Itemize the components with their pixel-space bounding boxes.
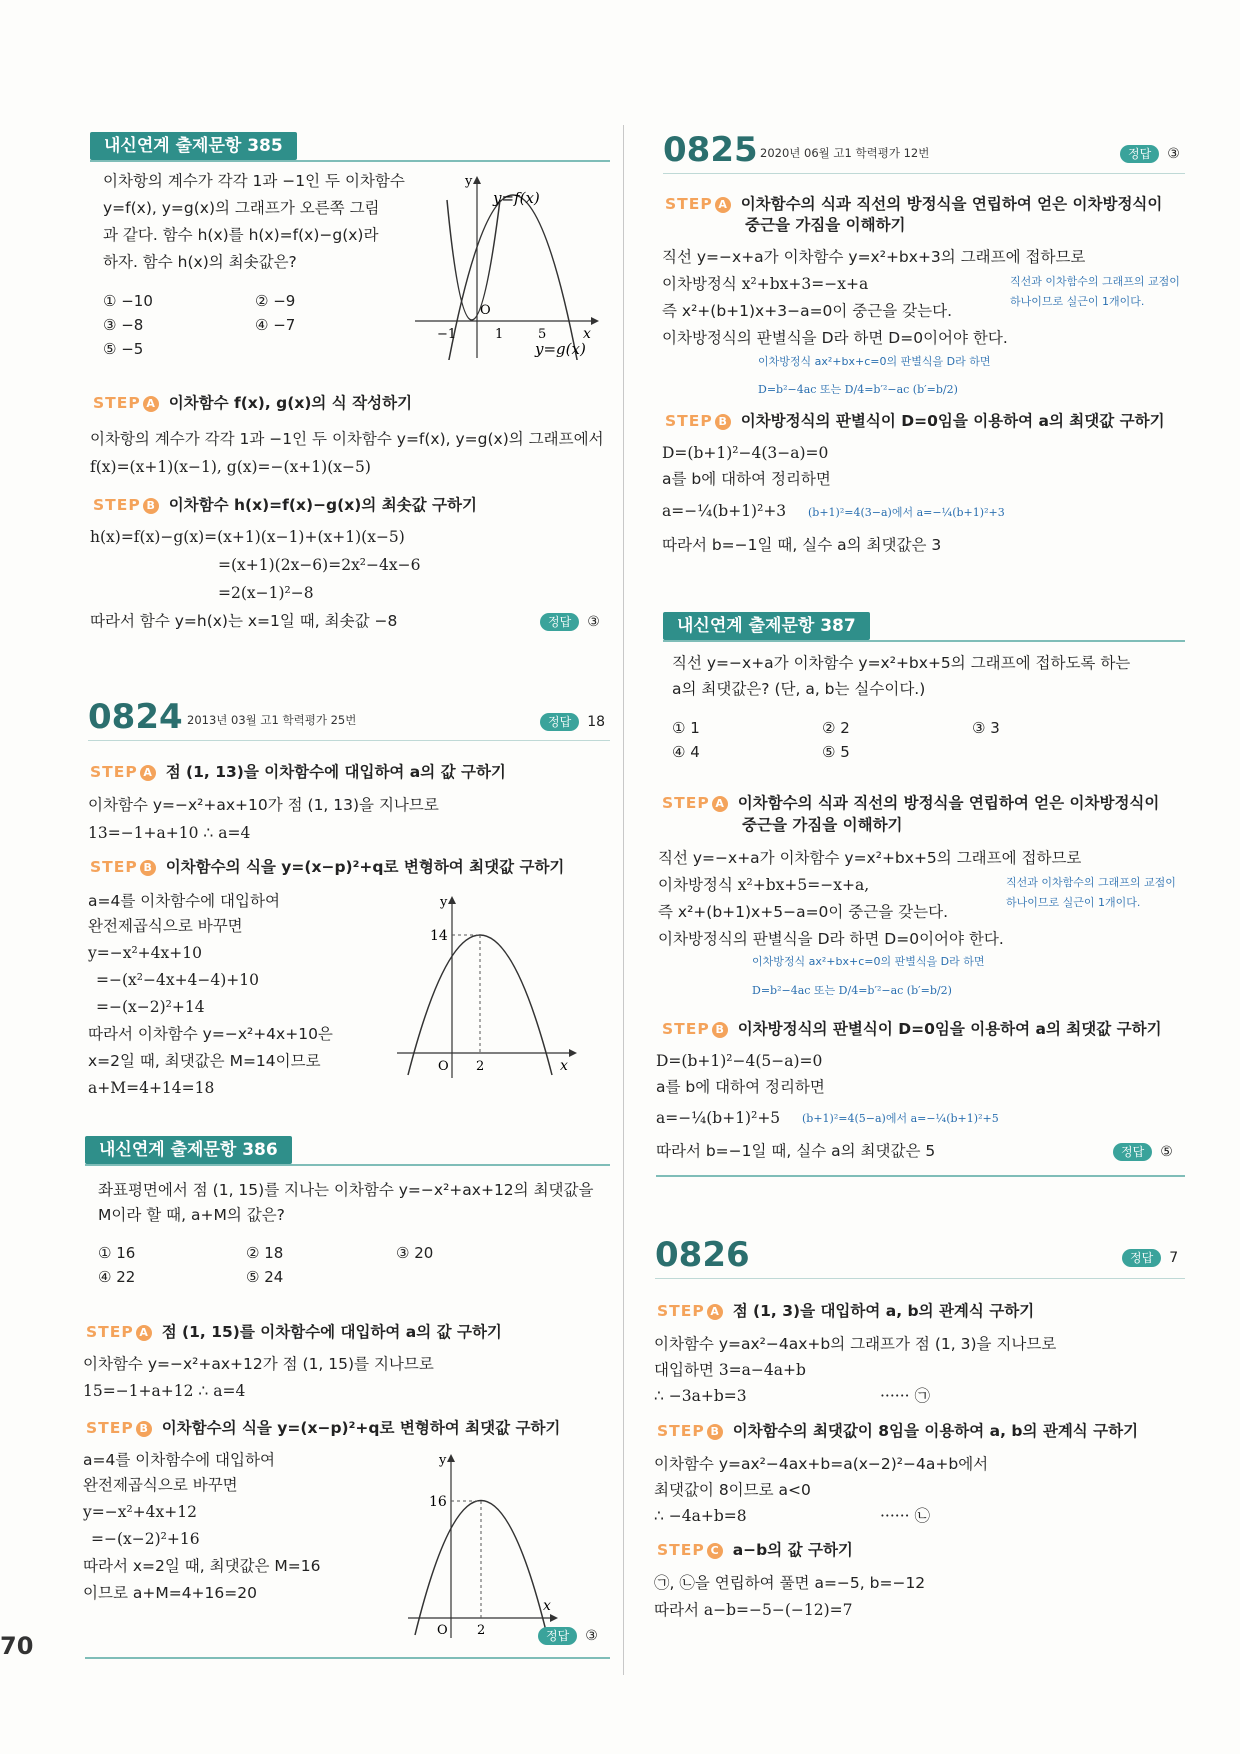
answer-0826 (1122, 1248, 1178, 1268)
graph-m1: −1 (437, 327, 457, 342)
solution-line: 이차방정식 x²+bx+5=−x+a, (658, 876, 870, 894)
step-title: 이차함수 f(x), g(x)의 식 작성하기 (168, 394, 413, 412)
step-b-icon: B (143, 498, 159, 514)
side-note: 직선과 이차함수의 그래프의 교점이 (1010, 275, 1180, 288)
problem-number-0826: 0826 (655, 1235, 750, 1275)
answer-badge: 정답 (540, 713, 579, 731)
step-b-icon: B (712, 1022, 728, 1038)
label-underline (85, 1164, 610, 1166)
graph-fx-label: y=f(x) (493, 189, 540, 207)
question-line: 하자. 함수 h(x)의 최솟값은? (103, 253, 297, 271)
problem-number-0824: 0824 (88, 697, 183, 737)
problem-source: 2020년 06월 고1 학력평가 12번 (760, 146, 930, 160)
answer-value: 7 (1169, 1250, 1179, 1266)
step-title: 이차함수의 식과 직선의 방정식을 연립하여 얻은 이차방정식이 (737, 794, 1160, 812)
solution-line: a=−¼(b+1)²+3 (662, 502, 787, 520)
solution-line: 13=−1+a+10 ∴ a=4 (88, 824, 251, 842)
solution-line: 완전제곱식으로 바꾸면 (83, 1476, 238, 1494)
solution-line: 이차방정식의 판별식을 D라 하면 D=0이어야 한다. (662, 329, 1008, 347)
answer-value: ③ (585, 1628, 598, 1644)
step-a-icon: A (712, 796, 728, 812)
option[interactable]: ⑤ 24 (246, 1268, 284, 1286)
step-b-icon: B (136, 1421, 152, 1437)
solution-line: 따라서 x=2일 때, 최댓값은 M=16 (83, 1557, 321, 1575)
side-note: D=b²−4ac 또는 D/4=b′²−ac (b′=b/2) (752, 984, 952, 997)
solution-line: 이므로 a+M=4+16=20 (83, 1584, 257, 1602)
step-a-icon: A (707, 1304, 723, 1320)
step-c (657, 1540, 853, 1560)
solution-line: 이차함수 y=−x²+ax+10가 점 (1, 13)을 지나므로 (88, 796, 439, 814)
step-title: 이차함수의 식을 y=(x−p)²+q로 변형하여 최댓값 구하기 (161, 1419, 561, 1437)
side-note: D=b²−4ac 또는 D/4=b′²−ac (b′=b/2) (758, 383, 958, 396)
step-title: 이차방정식의 판별식이 D=0임을 이용하여 a의 최댓값 구하기 (737, 1020, 1162, 1038)
solution-line: a를 b에 대하여 정리하면 (662, 470, 831, 488)
step-tag: STEP (86, 1419, 134, 1437)
question-line: M이라 할 때, a+M의 값은? (98, 1206, 285, 1224)
section-rule (85, 1657, 610, 1659)
section-rule (663, 173, 1185, 174)
solution-line: ㉠, ㉡을 연립하여 풀면 a=−5, b=−12 (654, 1574, 926, 1592)
graph-two: 2 (476, 1059, 485, 1074)
solution-line: 최댓값이 8이므로 a<0 (654, 1481, 811, 1499)
answer-badge: 정답 (1120, 145, 1159, 163)
equation-tag: ······ ㉡ (880, 1507, 930, 1525)
question-line: y=f(x), y=g(x)의 그래프가 오른쪽 그림 (103, 199, 380, 217)
step-title-cont: 중근을 가짐을 이해하기 (745, 216, 906, 234)
option[interactable]: ① 1 (672, 719, 700, 737)
graph-385 (405, 170, 605, 360)
graph-0824 (392, 890, 592, 1080)
option[interactable]: ⑤ 5 (822, 743, 850, 761)
step-title: 이차함수의 식을 y=(x−p)²+q로 변형하여 최댓값 구하기 (165, 858, 565, 876)
question-line: a의 최댓값은? (단, a, b는 실수이다.) (672, 680, 926, 698)
answer-value: 18 (587, 714, 606, 730)
solution-line: 이차함수 y=ax²−4ax+b=a(x−2)²−4a+b에서 (654, 1455, 989, 1473)
graph-y-label: y (439, 1453, 447, 1468)
answer-386 (538, 1626, 598, 1646)
graph-gx-label: y=g(x) (535, 340, 586, 358)
option[interactable]: ② 18 (246, 1244, 284, 1262)
step-title: 점 (1, 3)을 대입하여 a, b의 관계식 구하기 (732, 1302, 1035, 1320)
page-number: 70 (0, 1632, 34, 1660)
graph-y-label: y (440, 895, 448, 910)
solution-line: a를 b에 대하여 정리하면 (656, 1078, 825, 1096)
solution-line: 직선 y=−x+a가 이차함수 y=x²+bx+3의 그래프에 접하므로 (662, 248, 1086, 266)
problem-label-385: 내신연계 출제문항 385 (90, 132, 297, 160)
graph-top-label: 16 (429, 1494, 447, 1510)
solution-line: ∴ −4a+b=8 (654, 1507, 747, 1525)
solution-line: 즉 x²+(b+1)x+3−a=0이 중근을 갖는다. (662, 302, 953, 320)
column-divider (623, 125, 624, 1675)
label-underline (90, 160, 610, 162)
solution-line: D=(b+1)²−4(5−a)=0 (656, 1052, 823, 1070)
solution-line: 즉 x²+(b+1)x+5−a=0이 중근을 갖는다. (658, 903, 949, 921)
step-b (662, 1019, 1162, 1039)
option[interactable]: ④ −7 (255, 316, 296, 334)
step-tag: STEP (662, 794, 710, 812)
step-b (665, 411, 1165, 431)
problem-number-0825: 0825 (663, 130, 758, 170)
question-line: 과 같다. 함수 h(x)를 h(x)=f(x)−g(x)라 (103, 226, 379, 244)
solution-line: 이차함수 y=ax²−4ax+b의 그래프가 점 (1, 3)을 지나므로 (654, 1335, 1057, 1353)
question-line: 이차항의 계수가 각각 1과 −1인 두 이차함수 (103, 172, 405, 190)
side-note: 하나이므로 실근이 1개이다. (1010, 295, 1145, 308)
option[interactable]: ③ −8 (103, 316, 144, 334)
solution-line: y=−x²+4x+10 (88, 944, 202, 962)
step-a-icon: A (715, 197, 731, 213)
label-underline (663, 640, 1185, 642)
solution-line: 직선 y=−x+a가 이차함수 y=x²+bx+5의 그래프에 접하므로 (658, 849, 1082, 867)
solution-line: 이차함수 y=−x²+ax+12가 점 (1, 15)를 지나므로 (83, 1355, 434, 1373)
solution-line: 이차항의 계수가 각각 1과 −1인 두 이차함수 y=f(x), y=g(x)의 그래프에서 (90, 430, 604, 448)
problem-source: 2013년 03월 고1 학력평가 25번 (187, 713, 357, 727)
side-note: 직선과 이차함수의 그래프의 교점이 (1006, 876, 1176, 889)
solution-line: =−(x−2)²+14 (96, 998, 205, 1016)
solution-line: 이차방정식 x²+bx+3=−x+a (662, 275, 869, 293)
step-title: a−b의 값 구하기 (732, 1541, 853, 1559)
answer-387 (1113, 1142, 1173, 1162)
option[interactable]: ④ 22 (98, 1268, 136, 1286)
side-note: 하나이므로 실근이 1개이다. (1006, 896, 1141, 909)
graph-five: 5 (538, 327, 547, 342)
step-a (662, 793, 1159, 813)
step-b (86, 1418, 560, 1438)
option[interactable]: ③ 20 (396, 1244, 434, 1262)
graph-386 (403, 1450, 573, 1640)
problem-label-386: 내신연계 출제문항 386 (85, 1136, 292, 1164)
problem-label-387: 내신연계 출제문항 387 (663, 612, 870, 640)
step-title: 이차함수의 최댓값이 8임을 이용하여 a, b의 관계식 구하기 (732, 1422, 1139, 1440)
side-note: 이차방정식 ax²+bx+c=0의 판별식을 D라 하면 (758, 355, 991, 368)
step-a (93, 393, 412, 413)
solution-line: ∴ −3a+b=3 (654, 1387, 747, 1405)
solution-line: a=4를 이차함수에 대입하여 (88, 892, 280, 910)
solution-line: 대입하면 3=a−4a+b (654, 1361, 806, 1379)
step-tag: STEP (665, 195, 713, 213)
step-title-cont: 중근을 가짐을 이해하기 (742, 816, 903, 834)
step-tag: STEP (90, 858, 138, 876)
step-b-icon: B (140, 860, 156, 876)
solution-line: 따라서 a−b=−5−(−12)=7 (654, 1601, 853, 1619)
solution-line: 이차방정식의 판별식을 D라 하면 D=0이어야 한다. (658, 930, 1004, 948)
step-b (93, 495, 477, 515)
option[interactable]: ② −9 (255, 292, 296, 310)
graph-x-label: x (560, 1058, 568, 1074)
solution-line: 따라서 b=−1일 때, 실수 a의 최댓값은 3 (662, 536, 942, 554)
step-tag: STEP (657, 1422, 705, 1440)
graph-x-label: x (583, 326, 591, 342)
step-a (86, 1322, 502, 1342)
graph-y-label: y (465, 174, 473, 189)
solution-line: 15=−1+a+12 ∴ a=4 (83, 1382, 246, 1400)
solution-line: =2(x−1)²−8 (218, 584, 314, 602)
step-b-icon: B (715, 414, 731, 430)
step-tag: STEP (86, 1323, 134, 1341)
solution-line: 완전제곱식으로 바꾸면 (88, 917, 243, 935)
graph-x-label: x (543, 1598, 551, 1614)
option[interactable]: ② 2 (822, 719, 850, 737)
graph-top-label: 14 (430, 928, 448, 944)
step-a-icon: A (140, 765, 156, 781)
option[interactable]: ① 16 (98, 1244, 136, 1262)
step-title: 이차함수 h(x)=f(x)−g(x)의 최솟값 구하기 (168, 496, 477, 514)
step-tag: STEP (657, 1541, 705, 1559)
solution-line: D=(b+1)²−4(3−a)=0 (662, 444, 829, 462)
equation-tag: ······ ㉠ (880, 1387, 930, 1405)
step-a (665, 194, 1162, 214)
graph-one: 1 (495, 327, 504, 342)
step-tag: STEP (665, 412, 713, 430)
solution-line: 따라서 이차함수 y=−x²+4x+10은 (88, 1025, 333, 1043)
side-note: (b+1)²=4(5−a)에서 a=−¼(b+1)²+5 (802, 1112, 999, 1125)
answer-badge: 정답 (538, 1627, 577, 1645)
answer-value: ⑤ (1160, 1144, 1173, 1160)
step-title: 이차방정식의 판별식이 D=0임을 이용하여 a의 최댓값 구하기 (740, 412, 1165, 430)
graph-two: 2 (477, 1623, 486, 1638)
answer-385 (540, 612, 600, 632)
option[interactable]: ④ 4 (672, 743, 700, 761)
step-a (657, 1301, 1034, 1321)
graph-origin: O (437, 1623, 448, 1638)
solution-line: =(x+1)(2x−6)=2x²−4x−6 (218, 556, 421, 574)
step-a-icon: A (143, 396, 159, 412)
solution-line: =−(x−2)²+16 (91, 1530, 200, 1548)
step-title: 점 (1, 13)을 이차함수에 대입하여 a의 값 구하기 (165, 763, 506, 781)
side-note: 이차방정식 ax²+bx+c=0의 판별식을 D라 하면 (752, 955, 985, 968)
step-a-icon: A (136, 1325, 152, 1341)
answer-badge: 정답 (540, 613, 579, 631)
answer-0825 (1120, 144, 1180, 164)
step-c-icon: C (707, 1543, 723, 1559)
step-a (90, 762, 506, 782)
side-note: (b+1)²=4(3−a)에서 a=−¼(b+1)²+3 (808, 506, 1005, 519)
graph-origin: O (438, 1059, 449, 1074)
solution-line: 따라서 함수 y=h(x)는 x=1일 때, 최솟값 −8 (90, 612, 398, 630)
solution-line: a+M=4+14=18 (88, 1079, 215, 1097)
step-tag: STEP (657, 1302, 705, 1320)
solution-line: a=−¼(b+1)²+5 (656, 1109, 781, 1127)
step-tag: STEP (662, 1020, 710, 1038)
question-line: 직선 y=−x+a가 이차함수 y=x²+bx+5의 그래프에 접하도록 하는 (672, 654, 1131, 672)
section-rule (656, 1175, 1185, 1177)
question-line: 좌표평면에서 점 (1, 15)를 지나는 이차함수 y=−x²+ax+12의 최댓값을 (98, 1181, 594, 1199)
section-rule (88, 740, 610, 741)
step-tag: STEP (90, 763, 138, 781)
answer-value: ③ (587, 614, 600, 630)
step-title: 점 (1, 15)를 이차함수에 대입하여 a의 값 구하기 (161, 1323, 502, 1341)
graph-origin: O (480, 303, 491, 318)
step-title: 이차함수의 식과 직선의 방정식을 연립하여 얻은 이차방정식이 (740, 195, 1163, 213)
option[interactable]: ① −10 (103, 292, 153, 310)
step-b (90, 857, 564, 877)
answer-value: ③ (1167, 146, 1180, 162)
answer-badge: 정답 (1122, 1249, 1161, 1267)
step-b-icon: B (707, 1424, 723, 1440)
step-tag: STEP (93, 394, 141, 412)
answer-badge: 정답 (1113, 1143, 1152, 1161)
solution-line: x=2일 때, 최댓값은 M=14이므로 (88, 1052, 321, 1070)
solution-line: =−(x²−4x+4−4)+10 (96, 971, 260, 989)
solution-line: f(x)=(x+1)(x−1), g(x)=−(x+1)(x−5) (90, 458, 371, 476)
solution-line: a=4를 이차함수에 대입하여 (83, 1451, 275, 1469)
step-b (657, 1421, 1138, 1441)
step-tag: STEP (93, 496, 141, 514)
solution-line: h(x)=f(x)−g(x)=(x+1)(x−1)+(x+1)(x−5) (90, 528, 405, 546)
option[interactable]: ③ 3 (972, 719, 1000, 737)
section-rule (655, 1278, 1185, 1279)
solution-line: 따라서 b=−1일 때, 실수 a의 최댓값은 5 (656, 1142, 936, 1160)
option[interactable]: ⑤ −5 (103, 340, 144, 358)
solution-line: y=−x²+4x+12 (83, 1503, 197, 1521)
answer-0824 (540, 712, 605, 732)
